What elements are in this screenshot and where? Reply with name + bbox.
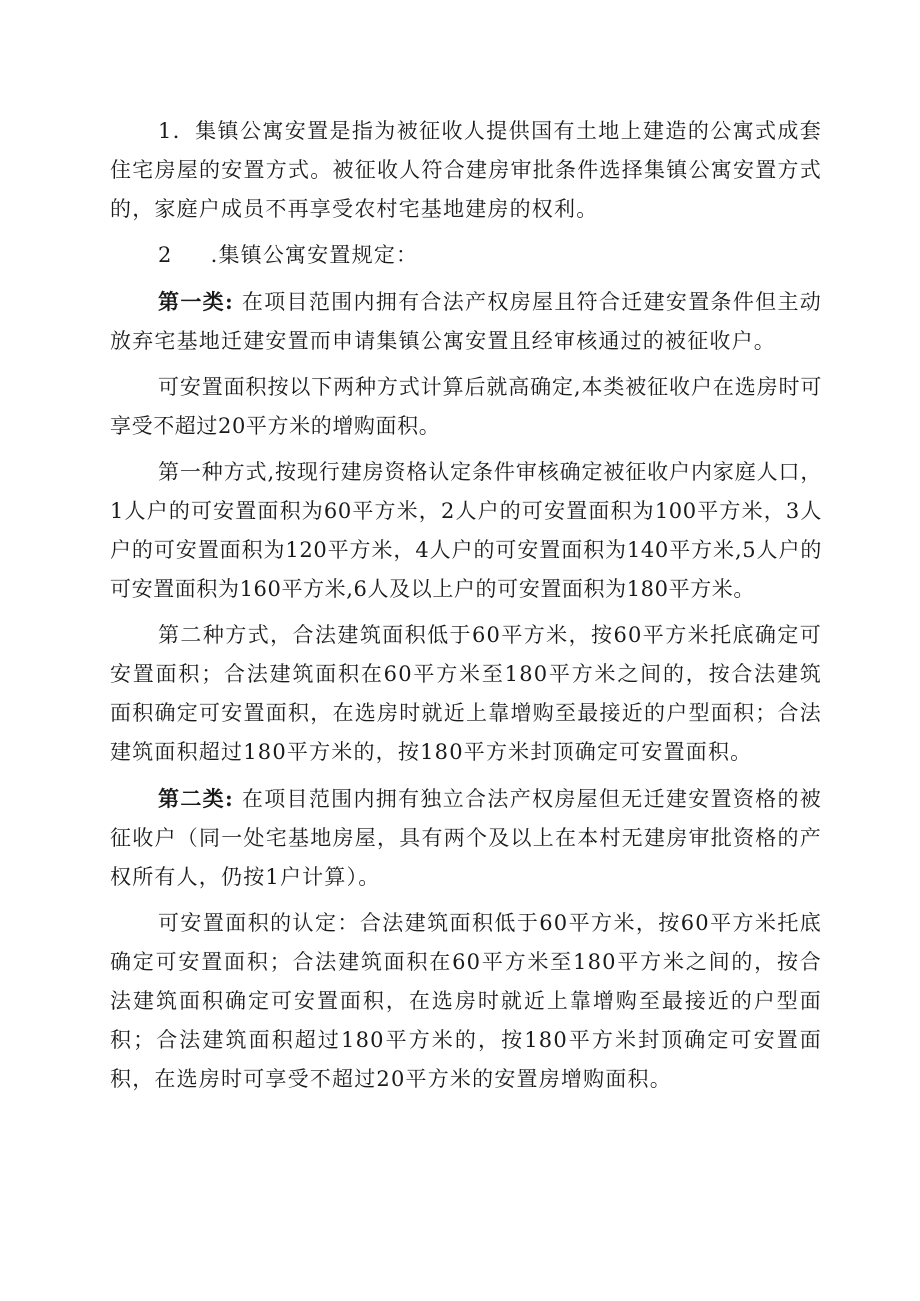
category-two-text: 在项目范围内拥有独立合法产权房屋但无迁建安置资格的被征收户（同一处宅基地房屋，具有两个及以上在本村无建房审批资格的产权所有人，仍按1户计算）。 <box>110 787 822 889</box>
category-one-label: 第一类: <box>158 289 234 314</box>
heading-text: .集镇公寓安置规定： <box>210 243 419 267</box>
paragraph-apartment-definition: 1．集镇公寓安置是指为被征收人提供国有土地上建造的公寓式成套住宅房屋的安置方式。被征收人符合建房审批条件选择集镇公寓安置方式的，家庭户成员不再享受农村宅基地建房的权利。 <box>110 119 822 221</box>
category-two-label: 第二类: <box>158 786 234 811</box>
paragraph-category-two <box>110 779 822 897</box>
list-number: 2 <box>158 243 173 267</box>
category-one-text: 在项目范围内拥有合法产权房屋且符合迁建安置条件但主动放弃宅基地迁建安置而申请集镇公寓安置且经审核通过的被征收户。 <box>110 290 822 353</box>
document-page <box>110 112 822 1106</box>
paragraph-method-one: 第一种方式,按现行建房资格认定条件审核确定被征收户内家庭人口，1人户的可安置面积为60平方米，2人户的可安置面积为100平方米，3人户的可安置面积为120平方米，4人户的可安置面积为140平方米,5人户的可安置面积为160平方米,6人及以上户的可安置面积为180平方米。 <box>110 460 822 601</box>
paragraph-area-calculation: 可安置面积按以下两种方式计算后就高确定,本类被征收户在选房时可享受不超过20平方米的增购面积。 <box>110 375 822 438</box>
paragraph-category-one <box>110 282 822 361</box>
paragraph-apartment-rules-heading <box>110 236 822 275</box>
paragraph-method-two: 第二种方式，合法建筑面积低于60平方米，按60平方米托底确定可安置面积；合法建筑面积在60平方米至180平方米之间的，按合法建筑面积确定可安置面积，在选房时就近上靠增购至最接近的户型面积；合法建筑面积超过180平方米的，按180平方米封顶确定可安置面积。 <box>110 623 822 764</box>
paragraph-area-recognition: 可安置面积的认定：合法建筑面积低于60平方米，按60平方米托底确定可安置面积；合法建筑面积在60平方米至180平方米之间的，按合法建筑面积确定可安置面积，在选房时就近上靠增购至最接近的户型面积；合法建筑面积超过180平方米的，按180平方米封顶确定可安置面积，在选房时可享受不超过20平方米的安置房增购面积。 <box>110 911 822 1091</box>
